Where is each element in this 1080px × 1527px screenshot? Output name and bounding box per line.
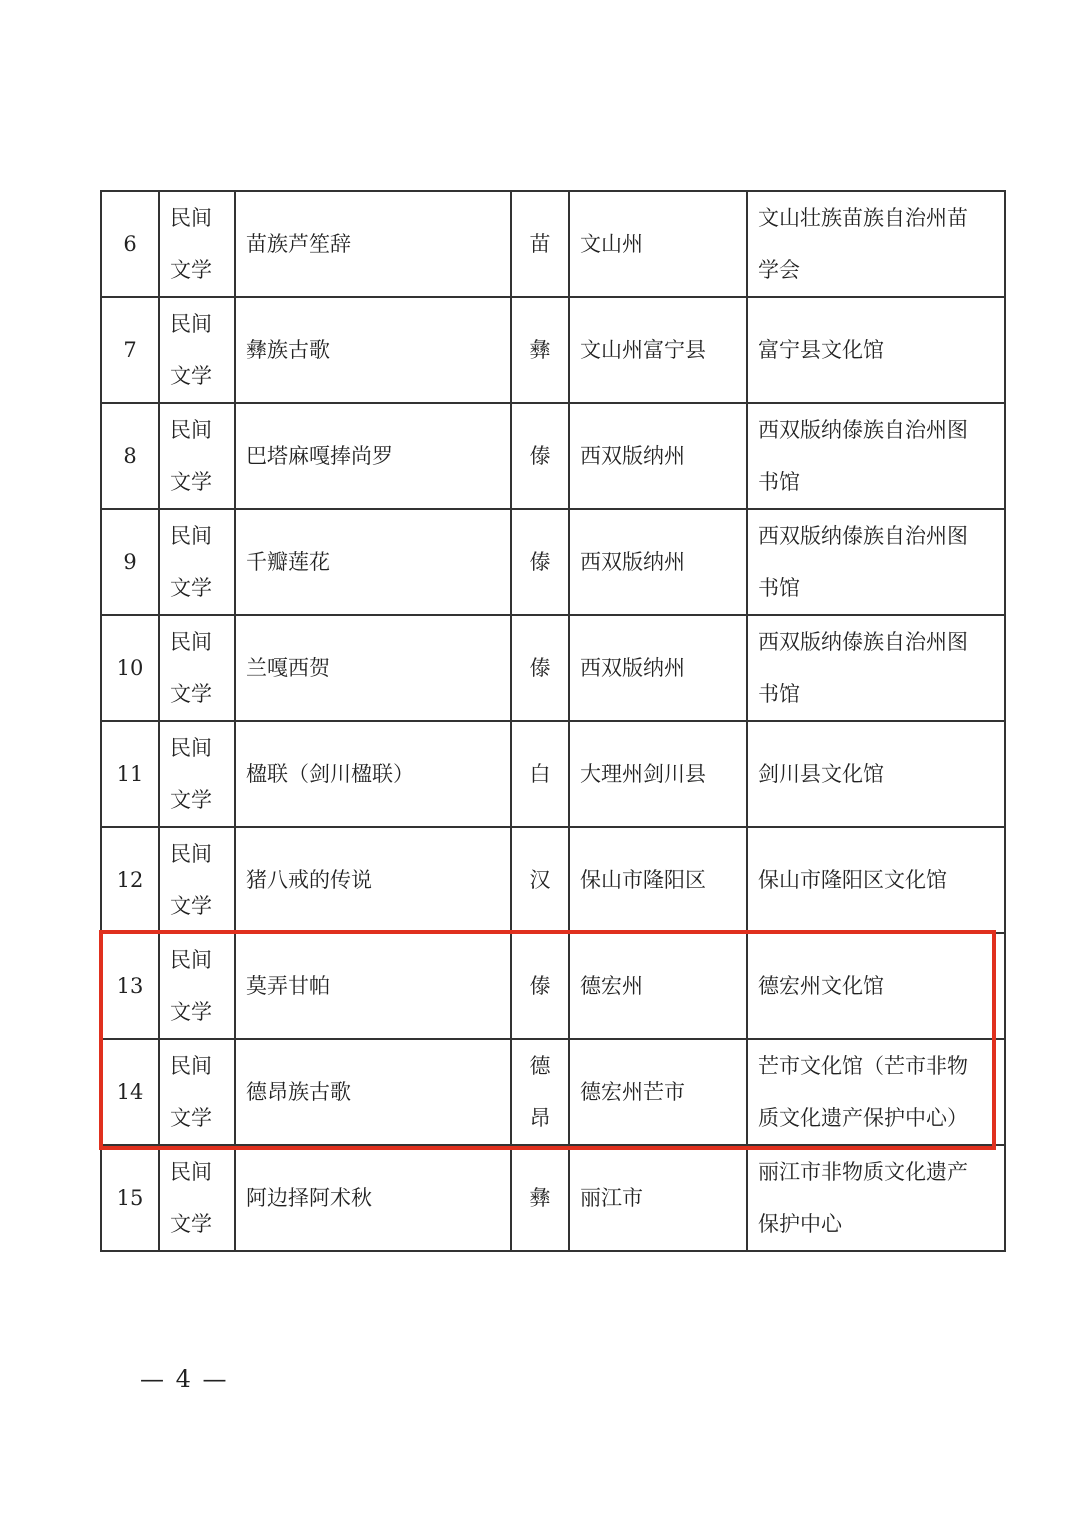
- cell-protection-unit-line: 书馆: [758, 682, 800, 706]
- cell-protection-unit-line: 书馆: [758, 470, 800, 494]
- cell-number: 7: [101, 297, 159, 403]
- cell-ethnicity: [511, 721, 569, 827]
- table-row: [101, 509, 1005, 615]
- cell-ethnicity: [511, 827, 569, 933]
- cell-protection-unit: [747, 827, 1005, 933]
- cell-protection-unit-line: 保山市隆阳区文化馆: [758, 868, 947, 892]
- cell-protection-unit-line: 西双版纳傣族自治州图: [758, 524, 968, 548]
- cell-number: 15: [101, 1145, 159, 1251]
- cell-ethnicity-line: 彝: [529, 338, 551, 362]
- cell-protection-unit: [747, 1145, 1005, 1251]
- cell-ethnicity-line: 汉: [529, 868, 551, 892]
- cell-category: [159, 721, 235, 827]
- table-row: [101, 297, 1005, 403]
- cell-category-line: 文学: [170, 788, 212, 812]
- cell-region: 文山州富宁县: [569, 297, 747, 403]
- cell-region: 西双版纳州: [569, 615, 747, 721]
- cell-category-line: 民间: [170, 418, 212, 442]
- cell-protection-unit: [747, 721, 1005, 827]
- cell-ethnicity: [511, 1039, 569, 1145]
- cell-category: [159, 933, 235, 1039]
- cell-category-line: 民间: [170, 948, 212, 972]
- cell-project-name: 兰嘎西贺: [235, 615, 511, 721]
- cell-category-line: 文学: [170, 364, 212, 388]
- cell-ethnicity-line: 傣: [529, 656, 551, 680]
- cell-region: 丽江市: [569, 1145, 747, 1251]
- cell-number: 6: [101, 191, 159, 297]
- cell-protection-unit-line: 书馆: [758, 576, 800, 600]
- cell-protection-unit: [747, 297, 1005, 403]
- cell-protection-unit: [747, 191, 1005, 297]
- cell-protection-unit-line: 西双版纳傣族自治州图: [758, 418, 968, 442]
- cell-category: [159, 1145, 235, 1251]
- cell-protection-unit: [747, 1039, 1005, 1145]
- table-row: [101, 191, 1005, 297]
- cell-category-line: 文学: [170, 576, 212, 600]
- cell-number: 11: [101, 721, 159, 827]
- cell-project-name: 莫弄甘帕: [235, 933, 511, 1039]
- page-number: — 4 —: [140, 1365, 229, 1393]
- table-row: [101, 721, 1005, 827]
- table-row: [101, 933, 1005, 1039]
- cell-category-line: 文学: [170, 894, 212, 918]
- cell-project-name: 楹联（剑川楹联）: [235, 721, 511, 827]
- cell-ethnicity: [511, 191, 569, 297]
- cell-project-name: 巴塔麻嘎捧尚罗: [235, 403, 511, 509]
- cell-protection-unit-line: 保护中心: [758, 1212, 842, 1236]
- cell-ethnicity: [511, 509, 569, 615]
- table-row: [101, 403, 1005, 509]
- cell-protection-unit-line: 质文化遗产保护中心）: [758, 1106, 968, 1130]
- cell-protection-unit: [747, 933, 1005, 1039]
- cell-ethnicity-line: 傣: [529, 550, 551, 574]
- cell-category: [159, 191, 235, 297]
- cell-category-line: 文学: [170, 1212, 212, 1236]
- cell-ethnicity-line: 德: [529, 1054, 551, 1078]
- cell-protection-unit-line: 德宏州文化馆: [758, 974, 884, 998]
- cell-category-line: 民间: [170, 736, 212, 760]
- cell-project-name: 苗族芦笙辞: [235, 191, 511, 297]
- cell-project-name: 阿边择阿术秋: [235, 1145, 511, 1251]
- cell-region: 西双版纳州: [569, 403, 747, 509]
- cell-ethnicity-line: 彝: [529, 1186, 551, 1210]
- cell-protection-unit: [747, 615, 1005, 721]
- cell-category: [159, 509, 235, 615]
- table-body: [101, 191, 1005, 1251]
- cell-number: 14: [101, 1039, 159, 1145]
- heritage-list-table-wrap: [100, 190, 1006, 1252]
- cell-category-line: 民间: [170, 524, 212, 548]
- cell-region: 西双版纳州: [569, 509, 747, 615]
- cell-region: 文山州: [569, 191, 747, 297]
- cell-category-line: 民间: [170, 630, 212, 654]
- cell-number: 9: [101, 509, 159, 615]
- cell-project-name: 彝族古歌: [235, 297, 511, 403]
- cell-ethnicity: [511, 403, 569, 509]
- cell-protection-unit-line: 西双版纳傣族自治州图: [758, 630, 968, 654]
- cell-category-line: 民间: [170, 312, 212, 336]
- table-row: [101, 1145, 1005, 1251]
- cell-category: [159, 827, 235, 933]
- cell-category: [159, 615, 235, 721]
- cell-number: 10: [101, 615, 159, 721]
- cell-ethnicity: [511, 297, 569, 403]
- cell-category-line: 文学: [170, 1000, 212, 1024]
- cell-project-name: 德昂族古歌: [235, 1039, 511, 1145]
- table-row: [101, 615, 1005, 721]
- cell-region: 大理州剑川县: [569, 721, 747, 827]
- cell-region: 德宏州: [569, 933, 747, 1039]
- cell-protection-unit-line: 文山壮族苗族自治州苗: [758, 206, 968, 230]
- cell-protection-unit-line: 学会: [758, 258, 800, 282]
- cell-ethnicity: [511, 933, 569, 1039]
- cell-category-line: 文学: [170, 1106, 212, 1130]
- heritage-list-table: [100, 190, 1006, 1252]
- cell-ethnicity: [511, 615, 569, 721]
- cell-protection-unit-line: 芒市文化馆（芒市非物: [758, 1054, 968, 1078]
- cell-project-name: 猪八戒的传说: [235, 827, 511, 933]
- cell-category: [159, 297, 235, 403]
- cell-category: [159, 1039, 235, 1145]
- cell-category-line: 民间: [170, 206, 212, 230]
- cell-protection-unit: [747, 509, 1005, 615]
- table-row: [101, 827, 1005, 933]
- cell-protection-unit-line: 丽江市非物质文化遗产: [758, 1160, 968, 1184]
- cell-category-line: 文学: [170, 682, 212, 706]
- cell-category-line: 民间: [170, 1160, 212, 1184]
- cell-category-line: 文学: [170, 470, 212, 494]
- cell-category-line: 文学: [170, 258, 212, 282]
- cell-protection-unit: [747, 403, 1005, 509]
- cell-ethnicity-line: 白: [529, 762, 551, 786]
- table-row: [101, 1039, 1005, 1145]
- cell-number: 8: [101, 403, 159, 509]
- cell-region: 德宏州芒市: [569, 1039, 747, 1145]
- cell-protection-unit-line: 富宁县文化馆: [758, 338, 884, 362]
- cell-number: 12: [101, 827, 159, 933]
- cell-ethnicity: [511, 1145, 569, 1251]
- cell-ethnicity-line: 傣: [529, 974, 551, 998]
- cell-number: 13: [101, 933, 159, 1039]
- cell-category: [159, 403, 235, 509]
- cell-region: 保山市隆阳区: [569, 827, 747, 933]
- cell-category-line: 民间: [170, 842, 212, 866]
- cell-protection-unit-line: 剑川县文化馆: [758, 762, 884, 786]
- cell-ethnicity-line: 苗: [529, 232, 551, 256]
- cell-ethnicity-line: 傣: [529, 444, 551, 468]
- cell-category-line: 民间: [170, 1054, 212, 1078]
- cell-project-name: 千瓣莲花: [235, 509, 511, 615]
- cell-ethnicity-line: 昂: [529, 1106, 551, 1130]
